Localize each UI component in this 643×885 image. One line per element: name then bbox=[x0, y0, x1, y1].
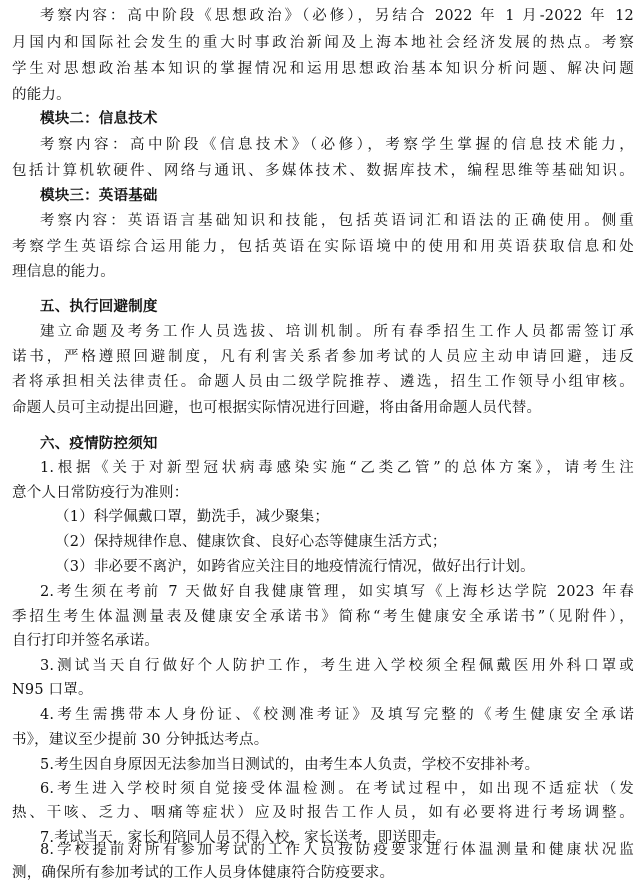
paragraph-line: 3.测试当天自行做好个人防护工作，考生进入学校须全程佩戴医用外科口罩或 bbox=[40, 658, 634, 674]
paragraph-line: 季招生考生体温测量表及健康安全承诺书》简称“考生健康安全承诺书”（见附件）， bbox=[12, 609, 634, 625]
paragraph-line: 考察内容：英语语言基础知识和技能，包括英语词汇和语法的正确使用。侧重 bbox=[40, 213, 634, 229]
paragraph-line: 学生对思想政治基本知识的掌握情况和运用思想政治基本知识分析问题、解决问题 bbox=[12, 61, 634, 77]
paragraph-line: 诺书，严格遵照回避制度，凡有利害关系者参加考试的人员应主动申请回避，违反 bbox=[12, 349, 634, 365]
paragraph-line: 4.考生需携带本人身份证、《校测准考证》及填写完整的《考生健康安全承诺 bbox=[40, 707, 634, 723]
paragraph-line: 包括计算机软硬件、网络与通讯、多媒体技术、数据库技术，编程思维等基础知识。 bbox=[12, 163, 634, 179]
list-item: （1）科学佩戴口罩，勤洗手，减少聚集； bbox=[55, 509, 330, 525]
paragraph-line: 建立命题及考务工作人员选拔、培训机制。所有春季招生工作人员都需签订承 bbox=[40, 324, 634, 340]
paragraph-line: N95 口罩。 bbox=[12, 682, 93, 698]
paragraph-line: 热、干咳、乏力、咽痛等症状）应及时报告工作人员，如有必要将进行考场调整。 bbox=[12, 805, 634, 821]
paragraph-line: 理信息的能力。 bbox=[12, 264, 115, 280]
list-item: （2）保持规律作息、健康饮食、良好心态等健康生活方式； bbox=[55, 534, 447, 550]
paragraph-line: 考察内容：高中阶段《信息技术》（必修），考察学生掌握的信息技术能力， bbox=[40, 137, 634, 153]
paragraph-line: 8.学校提前对所有参加考试的工作人员按防疫要求进行体温测量和健康状况监 bbox=[40, 842, 634, 858]
paragraph-line: 6.考生进入学校时须自觉接受体温检测。在考试过程中，如出现不适症状（发 bbox=[40, 781, 634, 797]
section-heading: 六、疫情防控须知 bbox=[40, 435, 158, 452]
paragraph-line: 5.考生因自身原因无法参加当日测试的，由考生本人负责，学校不安排补考。 bbox=[40, 757, 540, 773]
paragraph-line: 者将承担相关法律责任。命题人员由二级学院推荐、遴选，招生工作领导小组审核。 bbox=[12, 374, 634, 390]
module-heading: 模块三：英语基础 bbox=[40, 187, 158, 204]
paragraph-line: 考察学生英语综合运用能力，包括英语在实际语境中的使用和用英语获取信息和处 bbox=[12, 239, 634, 255]
paragraph-line: 命题人员可主动提出回避，也可根据实际情况进行回避，将由备用命题人员代替。 bbox=[12, 400, 542, 416]
paragraph-line: 月国内和国际社会发生的重大时事政治新闻及上海本地社会经济发展的热点。考察 bbox=[12, 35, 634, 51]
paragraph-line: 的能力。 bbox=[12, 87, 71, 103]
paragraph-line: 1.根据《关于对新型冠状病毒感染实施“乙类乙管”的总体方案》，请考生注 bbox=[40, 460, 634, 476]
paragraph-line: 自行打印并签名承诺。 bbox=[12, 633, 159, 649]
paragraph-line: 2.考生须在考前 7 天做好自我健康管理，如实填写《上海杉达学院 2023 年春 bbox=[40, 584, 634, 600]
paragraph-line: 7.考试当天，家长和陪同人员不得入校，家长送考，即送即走。 bbox=[40, 830, 452, 846]
list-item: （3）非必要不离沪，如跨省应关注目的地疫情流行情况，做好出行计划。 bbox=[55, 559, 535, 575]
paragraph-line: 考察内容：高中阶段《思想政治》（必修），另结合 2022 年 1 月-2022 年 12 bbox=[40, 8, 634, 24]
section-heading: 五、执行回避制度 bbox=[40, 298, 158, 315]
paragraph-line: 书》，建议至少提前 30 分钟抵达考点。 bbox=[12, 732, 269, 748]
paragraph-line: 意个人日常防疫行为准则： bbox=[12, 485, 189, 501]
module-heading: 模块二：信息技术 bbox=[40, 110, 158, 127]
paragraph-line: 测，确保所有参加考试的工作人员身体健康符合防疫要求。 bbox=[12, 865, 395, 881]
